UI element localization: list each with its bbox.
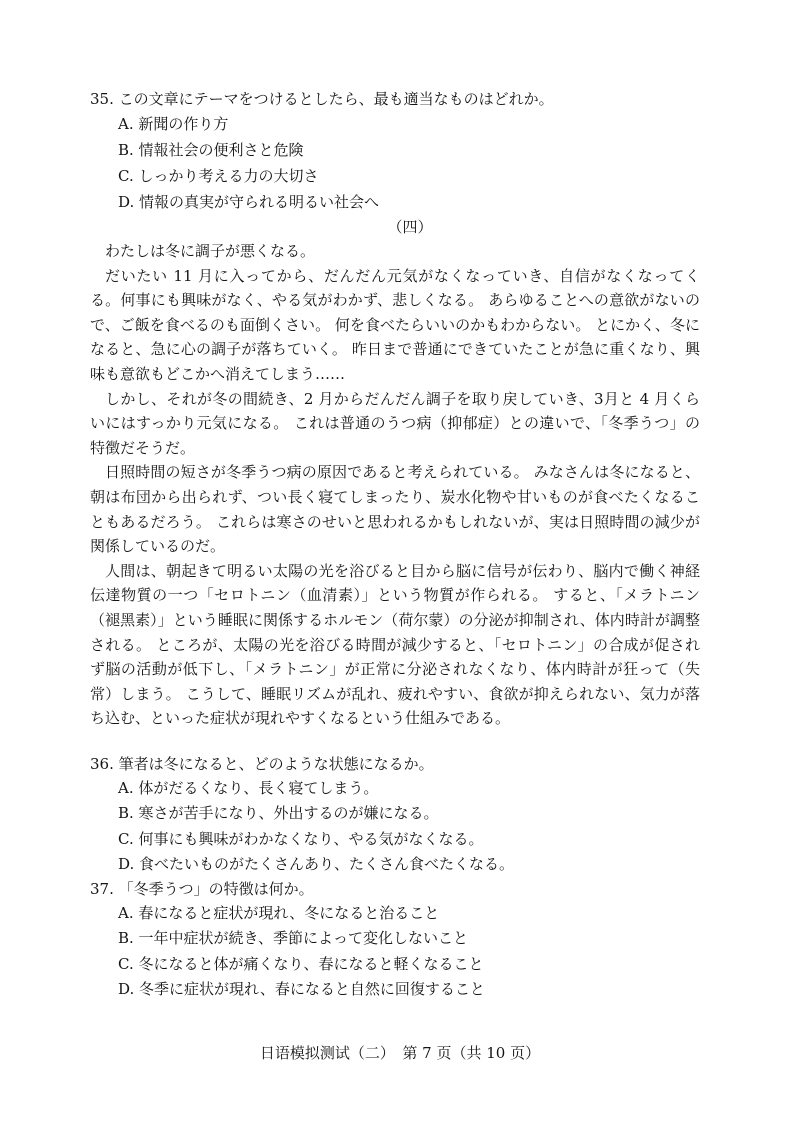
question-37 [90,878,700,1003]
exam-page [90,88,700,1003]
question-35-option-a: A. 新聞の作り方 [118,115,229,133]
question-36-option-a: A. 体がだるくなり、長く寝てしまう。 [118,778,379,797]
question-36 [90,753,700,878]
section-marker: （四） [387,218,433,236]
question-37-option-c: C. 冬になると体が痛くなり、春になると軽くなること [118,954,484,973]
question-36-option-b: B. 寒さが苦手になり、外出するのが嫌になる。 [118,804,439,823]
question-35-options [90,111,700,215]
spacer [90,731,700,753]
question-36-option-d: D. 食べたいものがたくさんあり、たくさん食べたくなる。 [118,855,515,874]
question-36-option-c: C. 何事にも興味がわかなくなり、やる気がなくなる。 [118,829,484,848]
question-35-stem: 35. この文章にテーマをつけるとしたら、最も適当なものはどれか。 [90,90,554,108]
reading-passage [90,239,700,731]
passage-paragraph: 日照時間の短さが冬季うつ病の原因であると考えられている。 みなさんは冬になると、朝は布団から出られず、つい長く寝てしまったり、炭水化物や甘いものが食べたくなることもあるだろう。 これらは寒さのせいと思われるかもしれないが、実は日照時間の減少が関係しているのだ。 [90,463,700,556]
question-36-options [90,776,700,878]
page-footer: 日语模拟测试（二） 第 7 页（共 10 页） [259,1044,541,1062]
question-35 [90,88,700,215]
question-37-option-d: D. 冬季に症状が現れ、春になると自然に回復すること [118,980,485,999]
question-36-stem: 36. 筆者は冬になると、どのような状態になるか。 [90,754,434,773]
question-37-stem: 37. 「冬季うつ」の特徴は何か。 [90,879,314,898]
passage-paragraph: だいたい 11 月に入ってから、だんだん元気がなくなっていき、自信がなくなってくる。何事にも興味がなく、やる気がわかず、悲しくなる。 あらゆることへの意欲がないので、ご飯を食べるのも面倒くさい。 何を食べたらいいのかもわからない。 とにかく、冬になると、急に心の調子が落ちていく。 昨日まで普通にできていたことが急に重くなり、興味も意欲もどこかへ消えてしまう…… [90,266,700,383]
passage-paragraph: わたしは冬に調子が悪くなる。 [105,242,316,260]
question-35-option-b: B. 情報社会の便利さと危険 [118,141,304,159]
passage-paragraph: しかし、それが冬の間続き、2 月からだんだん調子を取り戻していき、3月と 4 月くらいにはすっかり元気になる。 これは普通のうつ病（抑郁症）との違いで、「冬季うつ」の特徴だそうだ。 [90,389,700,457]
question-37-option-a: A. 春になると症状が現れ、冬になると治ること [118,903,440,922]
question-35-option-d: D. 情報の真実が守られる明るい社会へ [118,193,380,211]
question-37-option-b: B. 一年中症状が続き、季節によって変化しないこと [118,929,468,948]
question-37-options [90,901,700,1003]
question-35-option-c: C. しっかり考える力の大切さ [118,167,319,185]
passage-paragraph: 人間は、朝起きて明るい太陽の光を浴びると目から脳に信号が伝わり、脳内で働く神経伝達物質の一つ「セロトニン（血清素）」という物質が作られる。 すると、「メラトニン（褪黑素）」という睡眠に関係するホルモン（荷尔蒙）の分泌が抑制され、体内時計が調整される。 ところが、太陽の光を浴びる時間が減少すると、「セロトニン」の合成が促されず脳の活動が低下し、「メラトニン」が正常に分泌されなくなり、体内時計が狂って（失常）しまう。 こうして、睡眠リズムが乱れ、疲れやすい、食欲が抑えられない、気力が落ち込む、といった症状が現れやすくなるという仕組みである。 [90,561,700,728]
